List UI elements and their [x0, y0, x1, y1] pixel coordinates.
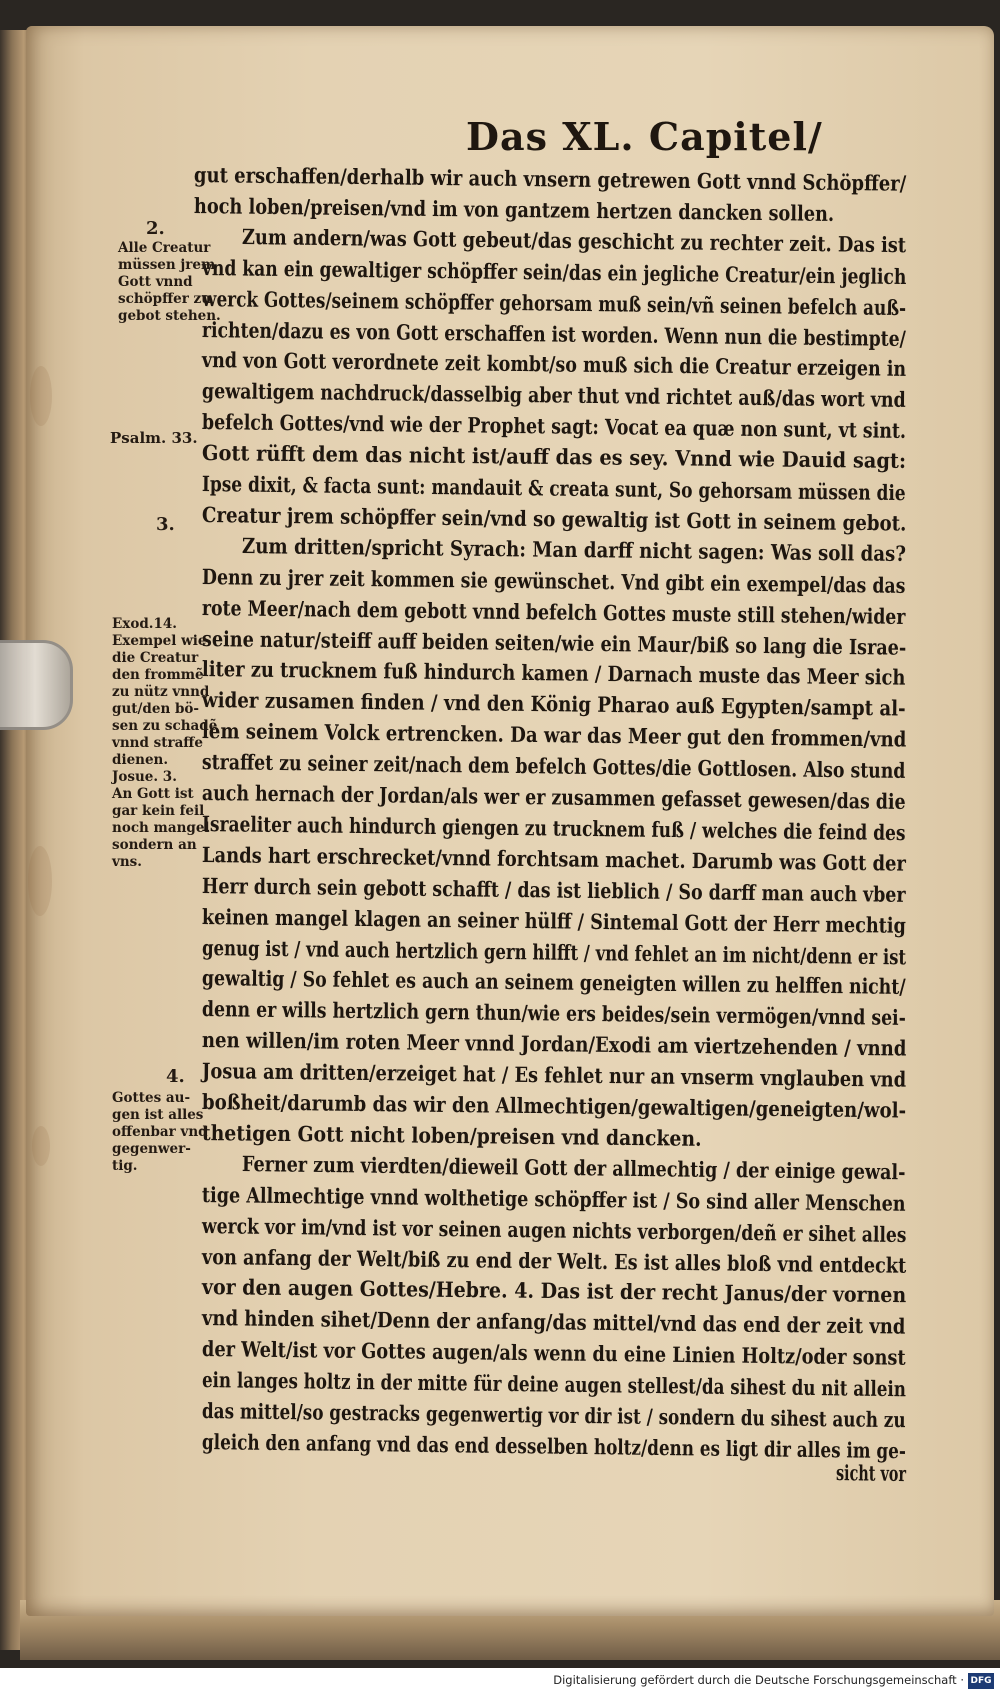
- text-line: Ipse dixit, & facta sunt: mandauit & creata sunt, So gehorsam müssen die: [201, 471, 906, 506]
- text-line: straffet zu seiner zeit/nach dem befelch Gottes/die Gottlosen. Also stund: [201, 749, 906, 784]
- text-line: lem seinem Volck ertrencken. Da war das Meer gut den frommen/vnd: [201, 718, 907, 752]
- text-line: der Welt/ist vor Gottes augen/als wenn du eine Linien Holtz/oder sonst: [201, 1336, 906, 1370]
- margin-note-line: gegenwer-: [112, 1141, 191, 1157]
- text-line: thetigen Gott nicht loben/preisen vnd dancken.: [201, 1119, 702, 1151]
- margin-note-line: schöpffer zu: [118, 291, 212, 307]
- text-line: Gott rüfft dem das nicht ist/auff das es sey. Vnnd wie Dauid sagt:: [201, 440, 907, 474]
- text-line: ein langes holtz in der mitte für deine augen stellest/da sihest du nit allein: [201, 1367, 907, 1402]
- book-page: [26, 26, 994, 1616]
- margin-note-line: die Creatur: [112, 650, 199, 666]
- margin-note-line: An Gott ist: [112, 786, 194, 802]
- text-line: von anfang der Welt/biß zu end der Welt. Es ist alles bloß vnd entdeckt: [201, 1243, 907, 1278]
- text-line: Herr durch sein gebott schafft / das ist lieblich / So darff man auch vber: [201, 872, 906, 907]
- text-line: hoch loben/preisen/vnd im von gantzem hertzen dancken sollen.: [193, 192, 835, 226]
- text-line: auch hernach der Jordan/als wer er zusammen gefasset gewesen/das die: [201, 780, 906, 814]
- text-line: sicht vor: [835, 1459, 907, 1486]
- text-line: vnd hinden sihet/Denn der anfang/das mittel/vnd das end der zeit vnd: [201, 1305, 906, 1339]
- text-line: gut erschaffen/derhalb wir auch vnsern getrewen Gott vnnd Schöpffer/: [193, 162, 907, 196]
- margin-note-creatur: [118, 240, 221, 325]
- footer-bar: [0, 1670, 1000, 1694]
- footer-credit: Digitalisierung gefördert durch die Deutsche Forschungsgemeinschaft ·: [553, 1673, 964, 1687]
- text-line: werck Gottes/seinem schöpffer gehorsam muß sein/vñ seinen befelch auß-: [201, 285, 907, 320]
- margin-note-line: tig.: [112, 1158, 138, 1174]
- text-line: boßheit/darumb das wir den Allmechtigen/gewaltigen/geneigten/wol-: [201, 1089, 907, 1123]
- margin-note-line: Alle Creatur: [118, 240, 211, 256]
- margin-psalm-ref: Psalm. 33.: [110, 429, 198, 447]
- margin-note-line: vns.: [112, 854, 142, 870]
- text-line: das mittel/so gestracks gegenwertig vor dir ist / sondern du sihest auch zu: [201, 1398, 906, 1433]
- margin-note-line: Exod.14.: [112, 616, 177, 632]
- text-line: denn er wills hertzlich gern thun/wie ers beides/sein vermögen/vnnd sei-: [201, 996, 906, 1031]
- margin-number: 2.: [146, 218, 165, 239]
- text-line: genug ist / vnd auch hertzlich gern hilfft / vnd fehlet an im nicht/denn er ist: [201, 934, 907, 969]
- text-line: tige Allmechtige vnnd wolthetige schöpffer ist / So sind aller Menschen: [201, 1181, 906, 1216]
- text-line: keinen mangel klagen an seiner hülff / Sintemal Gott der Herr mechtig: [201, 903, 906, 938]
- text-line: gleich den anfang vnd das end desselben holtz/denn es ligt dir alles im ge-: [201, 1428, 906, 1464]
- text-line: wider zusamen finden / vnd den König Pharao auß Egypten/sampt al-: [201, 687, 906, 721]
- text-line: vor den augen Gottes/Hebre. 4. Das ist der recht Janus/der vornen: [201, 1274, 907, 1308]
- text-line: Zum dritten/spricht Syrach: Man darff nicht sagen: Was soll das?: [241, 532, 907, 566]
- text-line: liter zu trucknem fuß hindurch kamen / Darnach muste das Meer sich: [201, 656, 906, 691]
- text-line: Ferner zum vierdten/dieweil Gott der allmechtig / der einige gewal-: [241, 1150, 906, 1185]
- text-line: Creatur jrem schöpffer sein/vnd so gewaltig ist Gott in seinem gebot.: [201, 501, 907, 536]
- text-line: vnd von Gott verordnete zeit kombt/so muß sich die Creatur erzeigen in: [201, 347, 907, 382]
- text-line: Josua am dritten/erzeiget hat / Es fehlet nur an vnserm vnglauben vnd: [201, 1058, 907, 1092]
- text-line: nen willen/im roten Meer vnnd Jordan/Exodi am viertzehenden / vnnd: [201, 1027, 907, 1061]
- margin-note-line: zu nütz vnnd: [112, 684, 210, 700]
- margin-note-line: müssen jrem: [118, 257, 216, 273]
- margin-note-line: gut/den bö-: [112, 701, 200, 717]
- book-clasp: [0, 640, 73, 730]
- margin-note-line: Gott vnnd: [118, 274, 193, 290]
- text-line: werck vor im/vnd ist vor seinen augen nichts verborgen/deñ er sihet alles: [201, 1212, 907, 1247]
- margin-note-gottes-augen: [112, 1090, 208, 1175]
- text-line: Israeliter auch hindurch giengen zu trucknem fuß / welches die feind des: [201, 810, 906, 845]
- text-line: gewaltig / So fehlet es auch an seinem geneigten willen zu helffen nicht/: [201, 965, 906, 1000]
- text-line: Lands hart erschrecket/vnnd forchtsam machet. Darumb was Gott der: [201, 841, 907, 876]
- text-line: rote Meer/nach dem gebott vnnd befelch Gottes muste still stehen/wider: [201, 594, 906, 629]
- margin-note-line: offenbar vnd: [112, 1124, 208, 1140]
- margin-note-exempel: [112, 616, 217, 871]
- text-line: befelch Gottes/vnd wie der Prophet sagt: Vocat ea quæ non sunt, vt sint.: [201, 409, 907, 444]
- dfg-logo: DFG: [968, 1673, 994, 1689]
- margin-number: 4.: [166, 1066, 185, 1087]
- margin-note-line: vnnd straffe: [112, 735, 203, 751]
- margin-note-line: Josue. 3.: [112, 769, 177, 785]
- margin-note-line: Exempel wie: [112, 633, 207, 649]
- margin-note-line: gen ist alles: [112, 1107, 204, 1123]
- margin-note-line: sen zu schadẽ: [112, 718, 218, 734]
- text-line: vnd kan ein gewaltiger schöpffer sein/das ein jegliche Creatur/ein jeglich: [201, 254, 907, 289]
- text-line: Zum andern/was Gott gebeut/das geschicht zu rechter zeit. Das ist: [241, 223, 907, 258]
- margin-note-line: sondern an: [112, 837, 197, 853]
- margin-note-line: noch mangel: [112, 820, 210, 836]
- text-line: Denn zu jrer zeit kommen sie gewünschet. Vnd gibt ein exempel/das das: [201, 563, 906, 598]
- margin-number: 3.: [156, 514, 175, 535]
- margin-note-line: dienen.: [112, 752, 169, 768]
- margin-note-line: gar kein feil: [112, 803, 205, 819]
- margin-note-line: Gottes au-: [112, 1090, 191, 1106]
- text-line: gewaltigem nachdruck/dasselbig aber thut vnd richtet auß/das wort vnd: [201, 378, 906, 413]
- chapter-header: Das XL. Capitel/: [466, 114, 823, 159]
- margin-note-line: gebot stehen.: [118, 308, 221, 324]
- text-line: richten/dazu es von Gott erschaffen ist worden. Wenn nun die bestimpte/: [201, 316, 907, 351]
- margin-note-line: den frommẽ: [112, 667, 204, 683]
- text-line: seine natur/steiff auff beiden seiten/wie ein Maur/biß so lang die Israe-: [201, 625, 907, 660]
